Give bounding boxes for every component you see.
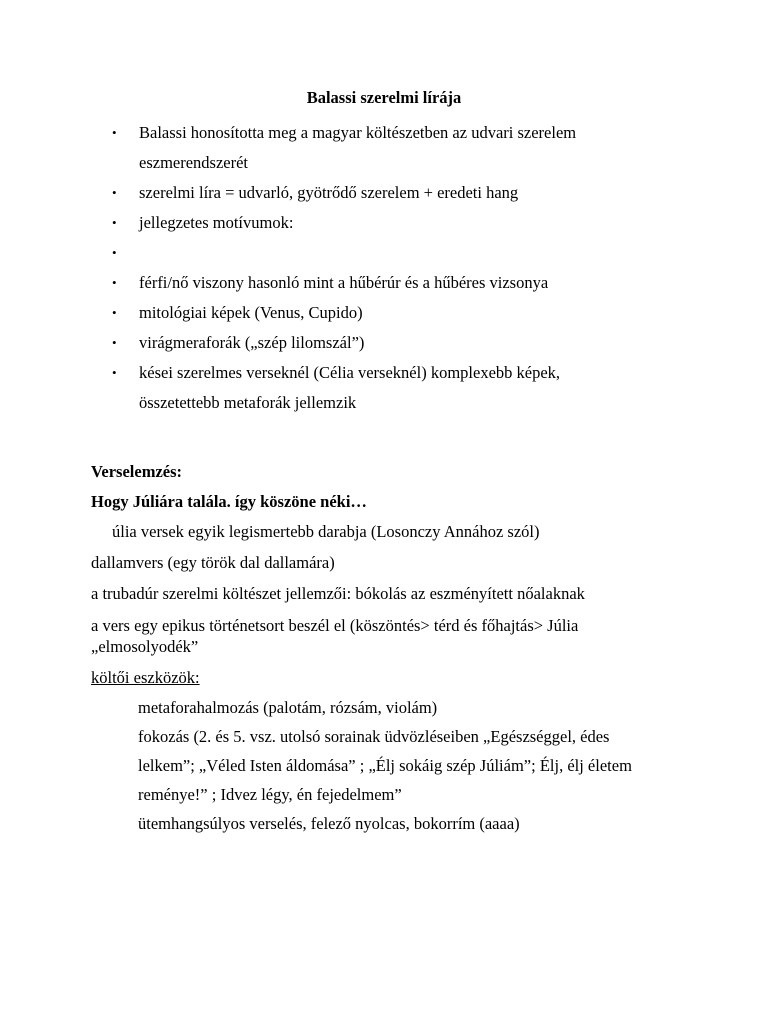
bullet-item — [112, 358, 632, 418]
bullet-list — [112, 118, 632, 418]
devices-heading: költői eszközök: — [91, 668, 200, 687]
bullet-text: jellegzetes motívumok: — [139, 213, 294, 232]
document-title: Balassi szerelmi lírája — [306, 88, 462, 107]
bullet-icon: • — [112, 275, 117, 290]
bullet-text: szerelmi líra = udvarló, gyötrődő szerelem + eredeti hang — [139, 183, 519, 202]
bullet-item — [112, 298, 632, 328]
bullet-item — [112, 118, 632, 178]
device-item: metaforahalmozás (palotám, rózsám, violám) — [138, 698, 438, 717]
bullet-item — [112, 238, 632, 268]
bullet-item — [112, 178, 632, 208]
paragraph-line: dallamvers (egy török dal dallamára) — [91, 553, 335, 572]
bullet-text: kései szerelmes verseknél (Célia verseknél) komplexebb képek, összetettebb metaforák jellemzik — [139, 363, 561, 412]
bullet-text — [139, 243, 143, 262]
device-item: fokozás (2. és 5. vsz. utolsó sorainak üdvözléseiben „Egészséggel, édes lelkem”; „Véled Isten áldomása” ; „Élj sokáig szép Júliám”; Élj, élj életem reménye!” ; Idvez légy, én fejedelmem” — [138, 727, 632, 804]
bullet-icon: • — [112, 335, 117, 350]
bullet-icon: • — [112, 185, 117, 200]
bullet-icon: • — [112, 365, 117, 380]
bullet-item — [112, 328, 632, 358]
device-item: ütemhangsúlyos verselés, felező nyolcas, bokorrím (aaaa) — [138, 814, 520, 833]
bullet-icon: • — [112, 125, 117, 140]
poem-title: Hogy Júliára talála. így köszöne néki… — [91, 492, 367, 511]
paragraph-line: „elmosolyodék” — [91, 637, 199, 656]
bullet-icon: • — [112, 215, 117, 230]
paragraph-line: a trubadúr szerelmi költészet jellemzői: bókolás az eszményített nőalaknak — [91, 584, 585, 603]
paragraph-line: úlia versek egyik legismertebb darabja (Losonczy Annához szól) — [112, 522, 540, 541]
bullet-text: Balassi honosította meg a magyar költészetben az udvari szerelem eszmerendszerét — [139, 123, 577, 172]
bullet-item — [112, 208, 632, 238]
bullet-text: virágmeraforák („szép lilomszál”) — [139, 333, 365, 352]
section-heading: Verselemzés: — [91, 462, 183, 481]
bullet-icon: • — [112, 245, 117, 260]
bullet-item — [112, 268, 632, 298]
bullet-text: férfi/nő viszony hasonló mint a hűbérúr és a hűbéres vizsonya — [139, 273, 549, 292]
bullet-text: mitológiai képek (Venus, Cupido) — [139, 303, 363, 322]
bullet-icon: • — [112, 305, 117, 320]
paragraph-line: a vers egy epikus történetsort beszél el (köszöntés> térd és főhajtás> Júlia — [91, 616, 579, 635]
